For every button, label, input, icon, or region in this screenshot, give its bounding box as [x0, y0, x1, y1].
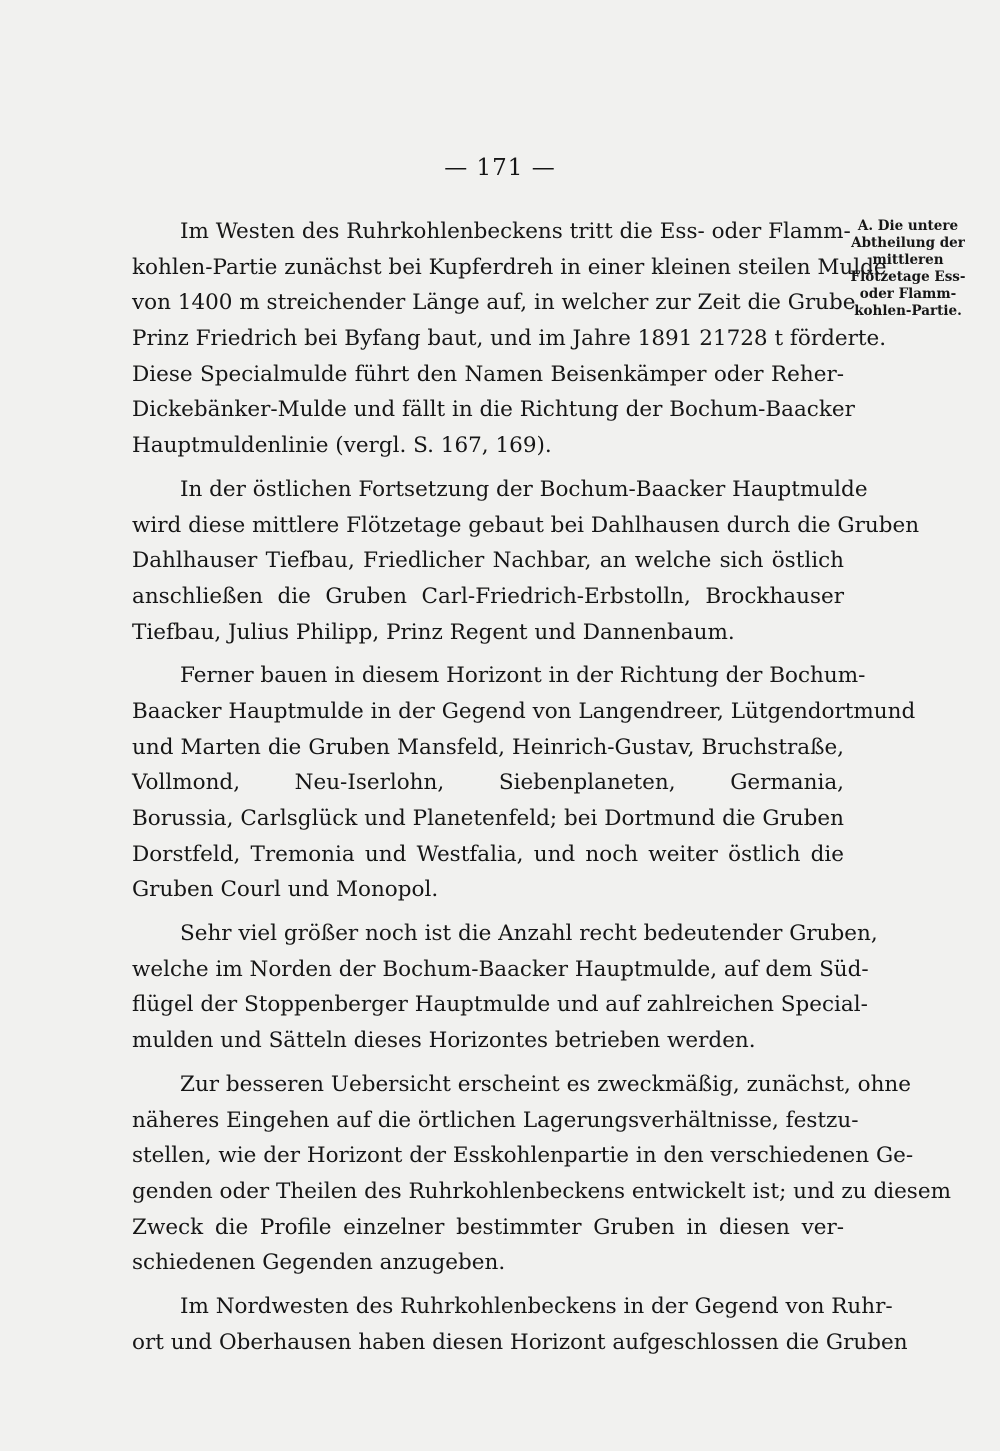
- paragraph: [132, 658, 916, 908]
- text-line: Diese Specialmulde führt den Namen Beisenkämper oder Reher-: [132, 361, 844, 387]
- text-line: welche im Norden der Bochum-Baacker Hauptmulde, auf dem Süd-: [132, 956, 869, 982]
- margin-note-line: Flötzetage Ess-: [850, 269, 966, 285]
- text-line: Im Nordwesten des Ruhrkohlenbeckens in der Gegend von Ruhr-: [180, 1293, 893, 1319]
- text-line: Zur besseren Uebersicht erscheint es zweckmäßig, zunächst, ohne: [180, 1071, 911, 1097]
- margin-note-line: oder Flamm-: [859, 286, 957, 302]
- text-line: anschließen die Gruben Carl-Friedrich-Erbstolln, Brockhauser: [132, 583, 844, 609]
- text-line: mulden und Sätteln dieses Horizontes betrieben werden.: [132, 1028, 756, 1054]
- text-line: und Marten die Gruben Mansfeld, Heinrich-Gustav, Bruchstraße,: [132, 734, 844, 760]
- text-line: Dorstfeld, Tremonia und Westfalia, und noch weiter östlich die: [132, 841, 844, 867]
- paragraph: [132, 214, 887, 464]
- text-line: Borussia, Carlsglück und Planetenfeld; bei Dortmund die Gruben: [132, 806, 844, 831]
- paragraph: [132, 472, 920, 650]
- text-line: Tiefbau, Julius Philipp, Prinz Regent und Dannenbaum.: [132, 619, 735, 645]
- text-line: ort und Oberhausen haben diesen Horizont aufgeschlossen die Gruben: [132, 1329, 908, 1355]
- text-line: Im Westen des Ruhrkohlenbeckens tritt die Ess- oder Flamm-: [180, 219, 851, 244]
- paragraph-gap: [132, 650, 844, 658]
- text-line: stellen, wie der Horizont der Esskohlenpartie in den verschiedenen Ge-: [132, 1143, 914, 1169]
- text-line: Dahlhauser Tiefbau, Friedlicher Nachbar, an welche sich östlich: [132, 548, 844, 574]
- paragraph: [132, 1289, 908, 1360]
- margin-note-line: mittleren: [872, 252, 944, 268]
- paragraph-gap: [132, 1059, 844, 1067]
- paragraph: [132, 916, 878, 1059]
- paragraph: [132, 1067, 951, 1281]
- text-line: kohlen-Partie zunächst bei Kupferdreh in einer kleinen steilen Mulde: [132, 254, 887, 280]
- text-line: Prinz Friedrich bei Byfang baut, und im Jahre 1891 21728 t förderte.: [132, 326, 887, 352]
- text-line: Vollmond, Neu-Iserlohn, Siebenplaneten, Germania,: [132, 770, 844, 796]
- text-line: Dickebänker-Mulde und fällt in die Richtung der Bochum-Baacker: [132, 397, 855, 423]
- margin-note-line: Abtheilung der: [851, 235, 965, 251]
- text-line: genden oder Theilen des Ruhrkohlenbeckens entwickelt ist; und zu diesem: [132, 1178, 951, 1204]
- text-line: Zweck die Profile einzelner bestimmter Gruben in diesen ver-: [132, 1214, 844, 1240]
- paragraph-gap: [132, 1281, 844, 1289]
- text-line: schiedenen Gegenden anzugeben.: [132, 1250, 506, 1276]
- margin-note: [848, 218, 968, 320]
- margin-note-line: kohlen-Partie.: [854, 303, 962, 319]
- text-line: näheres Eingehen auf die örtlichen Lagerungsverhältnisse, festzu-: [132, 1107, 859, 1133]
- text-line: flügel der Stoppenberger Hauptmulde und auf zahlreichen Special-: [132, 992, 868, 1018]
- text-line: von 1400 m streichender Länge auf, in welcher zur Zeit die Grube: [132, 290, 856, 316]
- text-line: Hauptmuldenlinie (vergl. S. 167, 169).: [132, 433, 552, 459]
- paragraph-gap: [132, 464, 844, 472]
- text-line: Baacker Hauptmulde in der Gegend von Langendreer, Lütgendortmund: [132, 698, 916, 724]
- paragraph-gap: [132, 908, 844, 916]
- margin-note-line: A. Die untere: [857, 218, 959, 234]
- page-number: — 171 —: [444, 155, 556, 181]
- text-line: wird diese mittlere Flötzetage gebaut bei Dahlhausen durch die Gruben: [132, 512, 920, 538]
- text-line: Sehr viel größer noch ist die Anzahl recht bedeutender Gruben,: [180, 921, 878, 947]
- text-line: Gruben Courl und Monopol.: [132, 877, 439, 903]
- text-line: In der östlichen Fortsetzung der Bochum-Baacker Hauptmulde: [180, 476, 868, 502]
- text-line: Ferner bauen in diesem Horizont in der Richtung der Bochum-: [180, 663, 866, 689]
